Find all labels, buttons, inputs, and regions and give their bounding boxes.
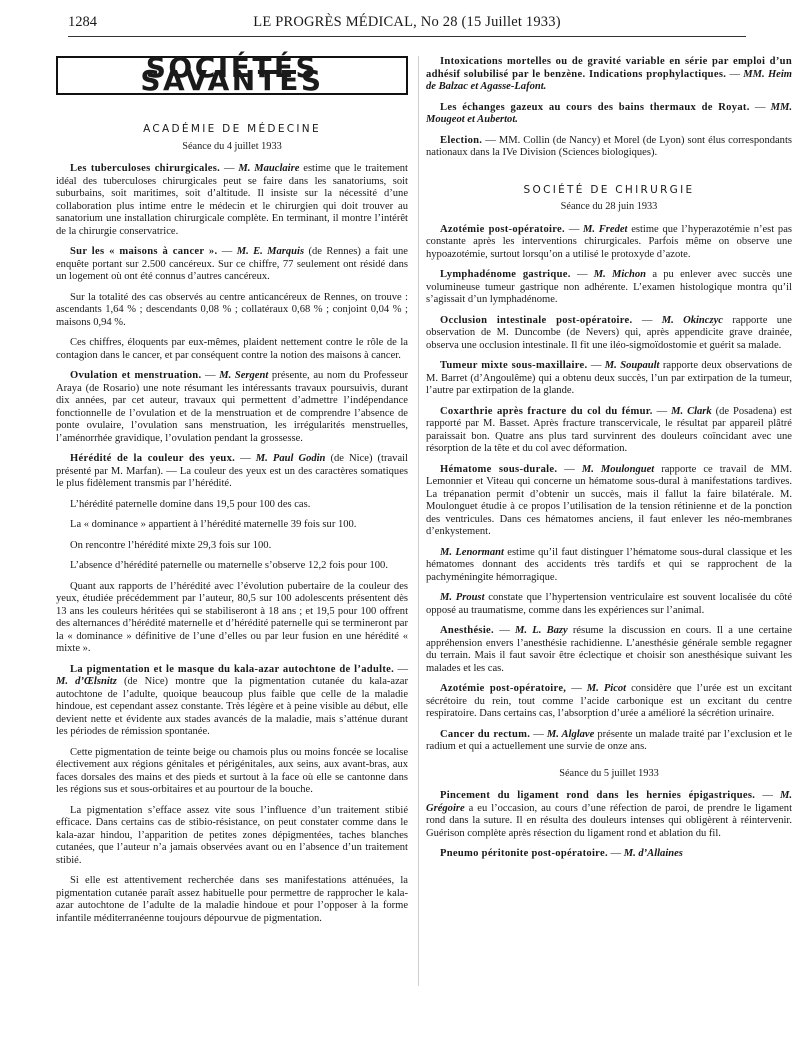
report-paragraph: Anesthésie. — M. L. Bazy résume la discussion en cours. Il a une certaine appréhension envers l’anesthésie rachidienne. L’anesthésie générale semble regagner du terrain. Mais il faut savoir être éclectique et choisir son anesthésique suivant les malades et les cas. [426,625,793,674]
running-title: LE PROGRÈS MÉDICAL, No 28 (15 Juillet 1933) [253,14,561,30]
report-author: MM. Heim de Balzac et Agasse-Lafont. [426,68,792,92]
report-author: M. E. Marquis [236,246,305,257]
report-title: Intoxications mortelles ou de gravité variable en série par emploi d’un adhésif solubilisé par le benzène. Indications prophylactiques. [426,56,792,80]
report-author: M. Mauclaire [238,163,300,174]
report-paragraph: La pigmentation et le masque du kala-azar autochtone de l’adulte. — M. d’Œlsnitz (de Nice) montre que la pigmentation cutanée du kala-azar autochtone de l’adulte, quoique beaucoup plus faible que celle de la maladie hindoue, est cependant assez constante. Très légère et à peine visible au début, elle devient nette et évidente aux stades avancés de la maladie, mais s’atténue durant les périodes de rémission spontanée. [56,663,408,737]
report-author: M. Proust [440,592,485,603]
report-text: rapporte ce travail de MM. Lemonnier et Viteau qui concerne un hématome sous-dural à manifestations tardives. La trépanation permit d’obtenir un succès, mais il fallut la faire bilatérale. M. Moulonguet étudie à ce propos l’utilisation de la tension rétinienne et de la ponction des ventricules. Dans ces hématomes anciens, il faut enlever les néo-membranes d’enkystement. [426,463,792,537]
academie-items-continued [426,56,792,160]
report-text: a pu enlever avec succès une volumineuse tumeur gastrique non adhérente. L’examen histologique montra qu’il s’agissait d’un lymphadénome. [426,269,792,305]
report-title: Cancer du rectum. [440,728,531,740]
report-text: (de Posadena) est rapporté par M. Basset. Après fracture transcervicale, le résultat par appareil plâtré paraissait bon. Quatre ans plus tard survinrent des douleurs coïncidant avec une résorption de la tête et du col avec déformation. [426,405,792,454]
report-paragraph: Les tuberculoses chirurgicales. — M. Mauclaire estime que le traitement idéal des tuberculoses chirurgicales peut se faire dans les sanatoriums, soit suburbains, soit maritimes, soit d’altitude. Il insiste sur la nécessité d’une collaboration plus intime entre le médecin et le chirurgien qui doit trouver au sanatorium une installation chirurgicale complète. En terminant, il montre l’intérêt de la chirurgie conservatrice. [56,163,408,237]
report-author: M. Soupault [604,360,660,371]
report-paragraph [56,499,408,512]
report-text: Cette pigmentation de teinte beige ou chamois plus ou moins foncée se localise électivement aux régions génitales et périgénitales, aux seins, aux avant-bras, aux faces dorsales des mains et des pieds et surtout à la face où elle se cantonne dans les régions sus et sous-orbitaires et au pourtour de la bouche. [56,746,408,795]
report-paragraph [56,581,408,656]
report-author: M. Sergent [219,370,269,381]
report-text: La « dominance » appartient à l’hérédité maternelle 39 fois sur 100. [70,519,357,530]
report-author: M. Lenormant [440,546,504,558]
report-title: Hématome sous-durale. [440,463,558,475]
report-paragraph: Les échanges gazeux au cours des bains thermaux de Royat. — MM. Mougeot et Aubertot. [426,101,792,125]
report-text: Si elle est attentivement recherchée dans ses manifestations atténuées, la pigmentation cutanée paraît assez habituelle pour permettre de rapprocher le kala-azar autochtone de l’adulte de la maladie hindoue et pour l’opposer à la forme infantile méditerranéenne toujours dépourvue de pigmentation. [56,875,408,924]
report-paragraph [426,135,792,160]
report-paragraph: Cancer du rectum. — M. Alglave présente un malade traité par l’exclusion et le radium et qui a actuellement une survie de onze ans. [426,728,793,752]
report-paragraph [56,519,408,532]
report-author: M. d’Œlsnitz [56,676,117,687]
report-title: Azotémie post-opératoire. [440,223,565,235]
report-text: Ces chiffres, éloquents par eux-mêmes, plaident nettement contre le rôle de la contagion dans le cancer, et par conséquent contre la notion des maisons à cancer. [56,337,408,361]
academie-items [56,163,408,925]
page-number: 1284 [68,14,97,30]
report-text: rapporte une observation de M. Duncombe (de Nevers) qui, après appendicite grave drainée, observa une occlusion intestinale. Il fit une iléo-sigmoïdostomie et guérit sa malade. [426,314,792,351]
report-title: Tumeur mixte sous-maxillaire. [440,360,588,371]
chirurgie-items-2 [426,790,792,861]
left-column [56,51,409,933]
report-paragraph: Azotémie post-opératoire, — M. Picot considère que l’urée est un excitant sécrétoire du rein, tout comme l’acide carbonique est un excitant du centre respiratoire. Dans certains cas, l’absorption d’urée a amélioré la sécrétion urinaire. [426,683,792,719]
report-title: Les tuberculoses chirurgicales. [70,163,221,174]
report-paragraph: Occlusion intestinale post-opératoire. — M. Okinczyc rapporte une observation de M. Duncombe (de Nevers) qui, après appendicite grave drainée, observa une occlusion intestinale. Il fit une iléo-sigmoïdostomie et guérit sa malade. [426,314,792,351]
report-text: L’absence d’hérédité paternelle ou maternelle s’observe 12,2 fois pour 100. [70,560,388,571]
report-paragraph [56,560,408,573]
report-author: M. Picot [586,683,627,694]
report-author: M. Fredet [583,223,628,235]
chirurgie-heading: SOCIÉTÉ DE CHIRURGIE [523,183,695,196]
report-author: M. L. Bazy [515,625,568,636]
report-paragraph [56,747,408,797]
report-author: M. Clark [671,405,712,417]
report-paragraph: Ovulation et menstruation. — M. Sergent présente, au nom du Professeur Araya (de Rosario) une note résumant les intéressants travaux poursuivis, durant dix années, par cet auteur, travaux qui permettent d’admettre l’indépendance fonctionnelle de l’ovulation et de la menstruation et de comprendre l’absence de ponte ovulaire, l’ovulation sans menstruation, les irrégularités menstruelles, l’aménorrhée gravidique, l’ovulation pendant la grossesse. [56,370,409,444]
report-author: M. d’Allaines [623,848,683,859]
right-column [426,56,792,869]
report-paragraph [56,540,408,553]
report-paragraph [426,592,792,617]
report-text: constate que l’hypertension ventriculaire est souvent localisée du côté opposé au traumatisme, comme dans les expériences sur l’animal. [426,592,792,616]
report-paragraph: Coxarthrie après fracture du col du fémur. — M. Clark (de Posadena) est rapporté par M. Basset. Après fracture transcervicale, le résultat par appareil plâtré paraissait bon. Quatre ans plus tard survinrent des douleurs coïncidant avec une résorption de la tête et du col avec déformation. [426,405,792,454]
chirurgie-seance-2: Séance du 5 juillet 1933 [559,767,659,779]
report-title: La pigmentation et le masque du kala-azar autochtone de l’adulte. [70,663,395,675]
report-paragraph [426,547,792,585]
report-paragraph: Hérédité de la couleur des yeux. — M. Paul Godin (de Nice) (travail présenté par M. Marfan). — La couleur des yeux est un des caractères somatiques le plus fidèlement transmis par l’hérédité. [56,453,408,489]
report-text: (de Rennes) a fait une enquête portant sur 2.500 cancéreux. Sur ce chiffre, 77 seulement ont résidé dans un logement où ont été connus d’autres cancéreux. [56,246,408,282]
academie-heading: ACADÉMIE DE MÉDECINE [143,123,321,135]
chirurgie-seance-1: Séance du 28 juin 1933 [560,201,658,212]
report-paragraph: Lymphadénome gastrique. — M. Michon a pu enlever avec succès une volumineuse tumeur gastrique non adhérente. L’examen histologique montra qu’il s’agissait d’un lymphadénome. [426,269,792,305]
report-paragraph: Intoxications mortelles ou de gravité variable en série par emploi d’un adhésif solubilisé par le benzène. Indications prophylactiques. — MM. Heim de Balzac et Agasse-Lafont. [426,56,792,92]
report-title: Sur les « maisons à cancer ». [70,246,218,257]
report-title: Pincement du ligament rond dans les hernies épigastriques. [440,790,756,801]
report-text: estime que le traitement idéal des tuberculoses chirurgicales peut se faire dans les sanatoriums, soit suburbains, soit maritimes, soit d’altitude. Il insiste sur la nécessité d’une collaboration plus intime entre le médecin et le chirurgien qui doit trouver au sanatorium une installation chirurgicale complète. En terminant, il montre l’intérêt de la chirurgie conservatrice. [56,163,408,237]
report-text: a eu l’occasion, au cours d’une réfection de paroi, de prendre le ligament rond dans la suture. Il en résulta des douleurs intenses qui obligèrent à réintervenir. Guérison complète après résection du ligament rond et ablation du fil. [426,802,792,839]
report-author: M. Paul Godin [255,453,326,464]
report-text: Quant aux rapports de l’hérédité avec l’évolution pubertaire de la couleur des yeux, étudiée précédemment par l’auteur, 80,5 sur 100 adolescents présentent dès 13 ans les couleurs héritées qui se stabiliseront à 18 ans ; et 19,5 pour 100 offrent des alternances d’hérédité maternelle et d’hérédité paternelle qui se termineront par la « dominance » définitive de l’une d’elles ou par leur fusion en une hérédité « mixte ». [56,580,408,654]
report-title: Azotémie post-opératoire, [440,683,567,694]
academie-seance: Séance du 4 juillet 1933 [182,140,282,152]
report-text: estime qu’il faut distinguer l’hématome sous-dural classique et les hématomes donnant des accidents très tardifs et qui se rapprochent de la pachyméningite hémorragique. [426,546,793,583]
report-title: Les échanges gazeux au cours des bains thermaux de Royat. [440,101,750,113]
column-divider [418,56,419,986]
report-title: Anesthésie. [440,625,494,636]
report-paragraph: Hématome sous-durale. — M. Moulonguet rapporte ce travail de MM. Lemonnier et Viteau qui concerne un hématome sous-dural à manifestations tardives. La trépanation permit d’obtenir un succès, mais il fallut la faire bilatérale. M. Moulonguet étudie à ce propos l’utilisation de la tension rétinienne et de la ponction des ventricules. Dans ces hématomes anciens, il faut enlever les néo-membranes d’enkystement. [426,463,792,537]
report-text: Sur la totalité des cas observés au centre anticancéreux de Rennes, on trouve : ascendants 1,64 % ; descendants 0,08 % ; collatéraux 0,68 % ; conjoint 0,04 % ; maisons 0,94 %. [56,291,408,328]
report-text: — MM. Collin (de Nancy) et Morel (de Lyon) sont élus correspondants nationaux dans la IVe Division (Sciences biologiques). [426,134,792,158]
report-paragraph [56,292,408,330]
report-title: Lymphadénome gastrique. [440,269,571,280]
report-text: L’hérédité paternelle domine dans 19,5 pour 100 des cas. [70,498,311,510]
report-title: Ovulation et menstruation. [70,370,202,381]
report-text: La pigmentation s’efface assez vite sous l’influence d’un traitement stibié efficace. Dans certains cas de stibio-résistance, on peut constater comme dans le kala-azar hindou, l’apparition de petites zones dépigmentées, taches blanches cutanées, que l’auteur n’a jamais observées avant ou en l’absence d’un traitement stibié. [56,804,408,866]
report-paragraph [56,875,408,925]
report-text: estime que l’hyperazotémie n’est pas constante après les interventions chirurgicales. Parfois même on observe une hypoazotémie, surtout lorsqu’on a utilisé le protoxyde d’azote. [426,223,792,260]
report-paragraph: Pincement du ligament rond dans les hernies épigastriques. — M. Grégoire a eu l’occasion, au cours d’une réfection de paroi, de prendre le ligament rond dans la suture. Il en résulta des douleurs intenses qui obligèrent à réintervenir. Guérison complète après résection du ligament rond et ablation du fil. [426,790,793,839]
report-title: Election. [440,134,483,146]
report-title: Pneumo péritonite post-opératoire. [440,848,608,859]
report-author: M. Alglave [546,728,595,740]
report-author: M. Michon [593,269,647,280]
chirurgie-items-1 [426,224,792,754]
report-paragraph: Pneumo péritonite post-opératoire. — M. d’Allaines [440,848,683,859]
report-text: (de Nice) montre que la pigmentation cutanée du kala-azar autochtone de l’adulte, quoique beaucoup plus faible que celle de la maladie hindoue, est cependant assez constante. Très légère et à peine visible au début, elle devient nette et évidente aux stades avancés de la maladie, mais s’atténue durant les périodes de rémission spontanée. [56,676,408,737]
report-text: On rencontre l’hérédité mixte 29,3 fois sur 100. [70,539,272,551]
report-paragraph: Azotémie post-opératoire. — M. Fredet estime que l’hyperazotémie n’est pas constante après les interventions chirurgicales. Parfois même on observe une hypoazotémie, surtout lorsqu’on a utilisé le protoxyde d’azote. [426,223,792,260]
page-title: SOCIÉTÉS SAVANTES [56,56,408,95]
report-text: présente un malade traité par l’exclusion et le radium et qui a actuellement une survie de onze ans. [426,728,793,752]
report-paragraph: Sur les « maisons à cancer ». — M. E. Marquis (de Rennes) a fait une enquête portant sur 2.500 cancéreux. Sur ce chiffre, 77 seulement ont résidé dans un logement où ont été connus d’autres cancéreux. [56,246,408,282]
report-title: Hérédité de la couleur des yeux. [70,453,236,464]
report-author: M. Moulonguet [581,463,655,475]
running-header [68,14,746,37]
report-text: résume la discussion en cours. Il a une certaine appréhension envers l’anesthésie rachidienne. L’anesthésie générale semble regagner du terrain. Mais il faut savoir être éclectique et choisir son anesthésique suivant les malades et les cas. [426,625,793,674]
report-text: rapporte deux observations de M. Barret (d’Angoulême) qui a obtenu deux succès, l’un par extirpation de la tumeur, l’autre par extirpation de la glande. [426,360,793,396]
report-author: MM. Mougeot et Aubertot. [426,101,792,125]
report-title: Occlusion intestinale post-opératoire. [440,314,633,326]
report-author: M. Okinczyc [661,314,723,326]
report-paragraph [56,805,408,868]
report-text: présente, au nom du Professeur Araya (de Rosario) une note résumant les intéressants travaux poursuivis, durant dix années, par cet auteur, travaux qui permettent d’admettre l’indépendance fonctionnelle de l’ovulation et de la menstruation et de comprendre l’absence de ponte ovulaire, l’ovulation sans menstruation, les irrégularités menstruelles, l’aménorrhée gravidique, l’ovulation pendant la grossesse. [56,370,409,444]
report-text: considère que l’urée est un excitant sécrétoire du rein, tout comme l’acide carbonique est un excitant du centre respiratoire. Dans certains cas, l’absorption d’urée a amélioré la sécrétion urinaire. [426,683,792,719]
report-paragraph: Tumeur mixte sous-maxillaire. — M. Soupault rapporte deux observations de M. Barret (d’Angoulême) qui a obtenu deux succès, l’un par extirpation de la tumeur, l’autre par extirpation de la glande. [426,360,793,396]
report-text: (de Nice) (travail présenté par M. Marfan). — La couleur des yeux est un des caractères somatiques le plus fidèlement transmis par l’hérédité. [56,453,408,489]
report-author: M. Grégoire [426,790,793,814]
report-paragraph [56,337,408,362]
report-title: Coxarthrie après fracture du col du fémur. [440,405,653,417]
